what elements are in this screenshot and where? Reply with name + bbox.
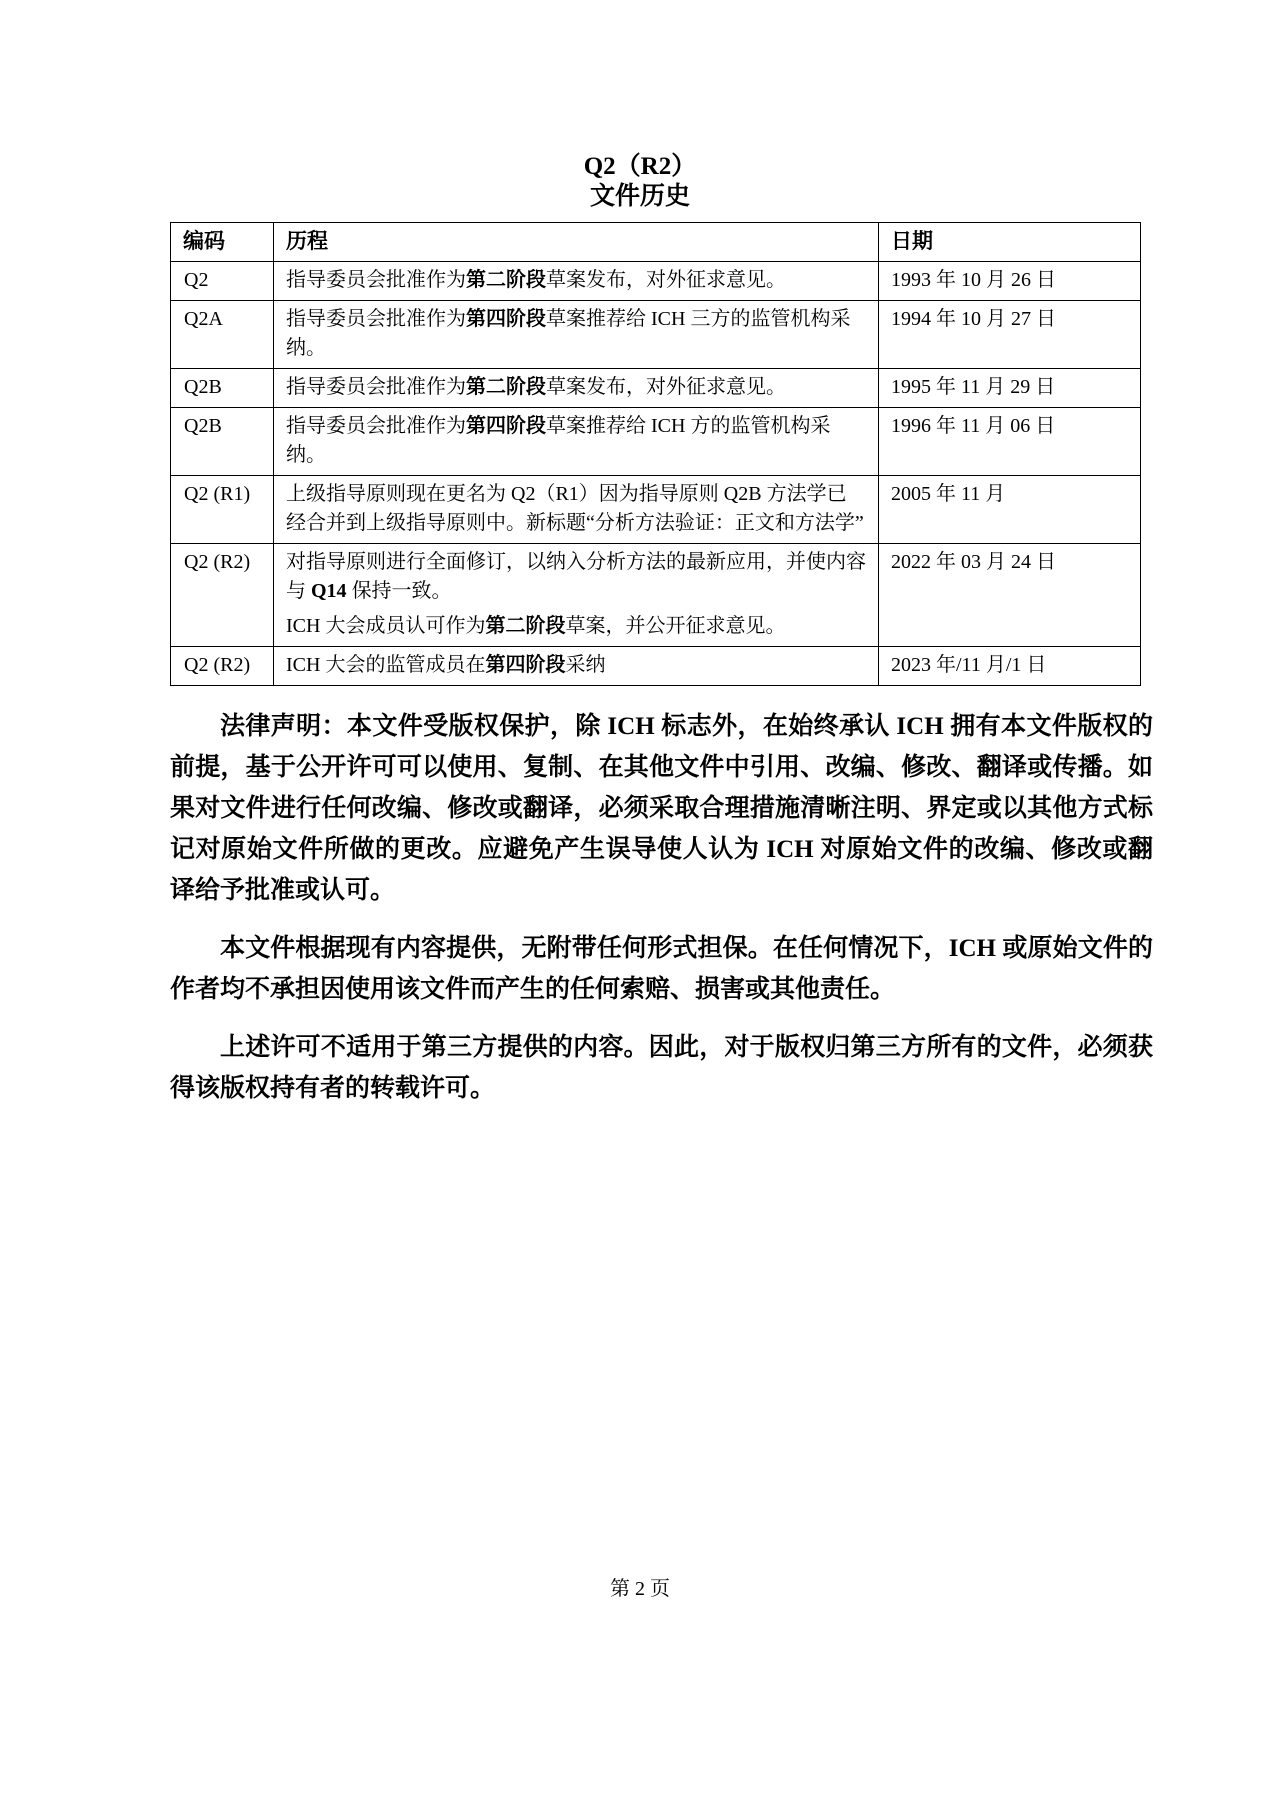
history-segment: 采纳 — [565, 654, 606, 676]
stage-emphasis: 第四阶段 — [485, 654, 566, 676]
history-segment: ICH 大会的监管成员在 — [286, 654, 486, 676]
cell-code: Q2 (R1) — [171, 476, 274, 544]
title-block — [0, 152, 1280, 212]
legal-notice-paragraph: 上述许可不适用于第三方提供的内容。因此，对于版权归第三方所有的文件，必须获得该版权持有者的转载许可。 — [170, 1034, 1153, 1102]
cell-code: Q2B — [171, 408, 274, 476]
history-segment: 草案推荐给 ICH 三方的监管机构采纳。 — [286, 308, 851, 359]
cell-history — [274, 262, 879, 301]
cell-code: Q2A — [171, 301, 274, 369]
history-text — [286, 548, 866, 606]
cell-date: 2005 年 11 月 — [879, 476, 1141, 544]
history-segment: 指导委员会批准作为 — [286, 415, 466, 437]
history-segment: 草案发布，对外征求意见。 — [546, 269, 786, 291]
history-text — [286, 412, 866, 470]
legal-notice — [170, 706, 1153, 1126]
table-row — [171, 262, 1141, 301]
table-row — [171, 301, 1141, 369]
table-row — [171, 369, 1141, 408]
history-text — [286, 612, 866, 641]
cell-date: 2023 年/11 月/1 日 — [879, 647, 1141, 686]
table-row — [171, 476, 1141, 544]
column-header-history: 历程 — [274, 223, 879, 262]
column-header-code: 编码 — [171, 223, 274, 262]
stage-emphasis: 第四阶段 — [466, 415, 546, 437]
cell-code: Q2 (R2) — [171, 647, 274, 686]
stage-emphasis: 第二阶段 — [466, 269, 546, 291]
cell-date: 1993 年 10 月 26 日 — [879, 262, 1141, 301]
history-text — [286, 266, 866, 295]
table-header-row — [171, 223, 1141, 262]
history-segment: 指导委员会批准作为 — [286, 376, 466, 398]
legal-notice-paragraph: 本文件根据现有内容提供，无附带任何形式担保。在任何情况下，ICH 或原始文件的作者均不承担因使用该文件而产生的任何索赔、损害或其他责任。 — [170, 935, 1153, 1003]
history-text — [286, 651, 866, 680]
history-text — [286, 373, 866, 402]
table-row — [171, 647, 1141, 686]
cell-history — [274, 544, 879, 647]
cell-history — [274, 408, 879, 476]
history-segment: 指导委员会批准作为 — [286, 308, 466, 330]
document-code: Q2（R2） — [583, 153, 697, 180]
stage-emphasis: 第二阶段 — [485, 615, 566, 637]
cell-date: 1995 年 11 月 29 日 — [879, 369, 1141, 408]
history-segment: 指导委员会批准作为 — [286, 269, 466, 291]
cell-date: 1996 年 11 月 06 日 — [879, 408, 1141, 476]
cell-code: Q2 (R2) — [171, 544, 274, 647]
history-text — [286, 480, 866, 538]
history-segment: 上级指导原则现在更名为 Q2（R1）因为指导原则 Q2B 方法学已经合并到上级指导原则中。新标题“分析方法验证：正文和方法学” — [286, 483, 864, 534]
history-text — [286, 305, 866, 363]
document-history-title: 文件历史 — [589, 183, 690, 210]
cell-history — [274, 369, 879, 408]
cell-history — [274, 647, 879, 686]
cell-date: 1994 年 10 月 27 日 — [879, 301, 1141, 369]
history-segment: 保持一致。 — [346, 580, 452, 602]
page-number: 第 2 页 — [610, 1578, 670, 1600]
history-segment: 草案，并公开征求意见。 — [565, 615, 786, 637]
legal-notice-paragraph: 法律声明：本文件受版权保护，除 ICH 标志外，在始终承认 ICH 拥有本文件版权的前提，基于公开许可可以使用、复制、在其他文件中引用、改编、修改、翻译或传播。如果对文件进行任何改编、修改或翻译，必须采取合理措施清晰注明、界定或以其他方式标记对原始文件所做的更改。应避免产生误导使人认为 ICH 对原始文件的改编、修改或翻译给予批准或认可。 — [170, 713, 1153, 904]
stage-emphasis: 第二阶段 — [466, 376, 546, 398]
document-history-table — [170, 222, 1141, 686]
table-body — [171, 262, 1141, 686]
cell-history — [274, 476, 879, 544]
history-segment: 草案推荐给 ICH 方的监管机构采纳。 — [286, 415, 831, 466]
column-header-date: 日期 — [879, 223, 1141, 262]
cell-date: 2022 年 03 月 24 日 — [879, 544, 1141, 647]
history-segment: 对指导原则进行全面修订，以纳入分析方法的最新应用，并使内容与 — [286, 551, 866, 602]
cell-history — [274, 301, 879, 369]
history-segment: ICH 大会成员认可作为 — [286, 615, 486, 637]
history-segment: 草案发布，对外征求意见。 — [546, 376, 786, 398]
cell-code: Q2B — [171, 369, 274, 408]
table-row — [171, 408, 1141, 476]
stage-emphasis: 第四阶段 — [466, 308, 546, 330]
table-row — [171, 544, 1141, 647]
stage-emphasis: Q14 — [311, 580, 347, 602]
cell-code: Q2 — [171, 262, 274, 301]
